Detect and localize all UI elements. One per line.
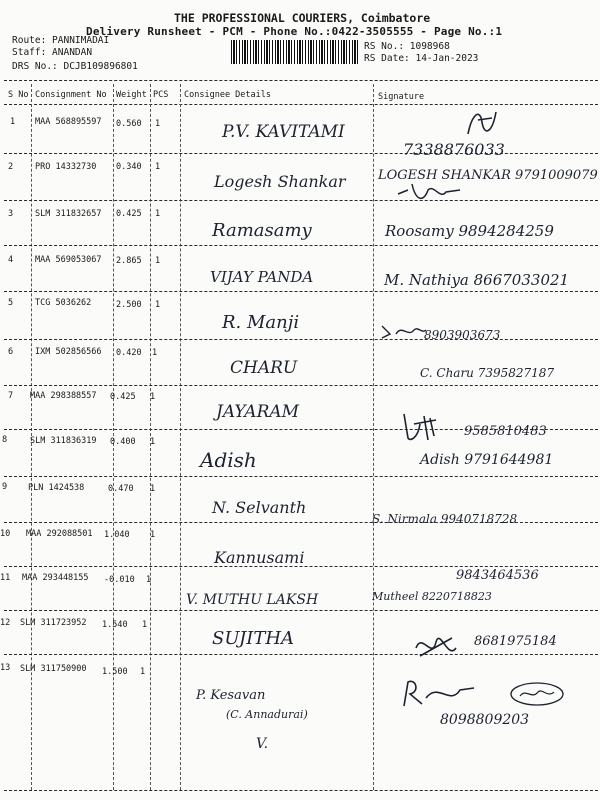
row-consignment: SLM 311750900 xyxy=(20,664,87,674)
row-divider xyxy=(4,610,598,611)
row-sno: 10 xyxy=(0,529,11,539)
row-sno: 11 xyxy=(0,573,11,583)
row-weight: 2.500 xyxy=(116,300,142,310)
extra-consignee-handwriting-line2: (C. Annadurai) xyxy=(226,708,308,721)
col-pcs: PCS xyxy=(153,90,169,100)
row-pcs: 1 xyxy=(150,437,156,447)
row-signature-handwriting: Mutheel 8220718823 xyxy=(372,590,492,603)
row-pcs: 1 xyxy=(146,575,152,585)
row-divider xyxy=(4,339,598,340)
row-sno: 6 xyxy=(8,347,14,357)
signature-scribble xyxy=(462,104,502,140)
row-consignee-handwriting: V. MUTHU LAKSH xyxy=(186,592,319,608)
row-sno: 7 xyxy=(8,391,14,401)
drs-number: DRS No.: DCJB109896801 xyxy=(12,61,138,72)
row-divider xyxy=(4,291,598,292)
row-weight: 0.470 xyxy=(108,484,134,494)
rs-date: RS Date: 14-Jan-2023 xyxy=(364,53,479,64)
row-consignment: TCG 5036262 xyxy=(35,298,92,308)
row-consignee-handwriting: VIJAY PANDA xyxy=(210,268,314,286)
row-consignment: MAA 293448155 xyxy=(22,573,89,583)
route-label: Route: PANNIMADAI xyxy=(12,35,110,46)
row-divider xyxy=(4,385,598,386)
row-divider xyxy=(4,245,598,246)
row-consignee-handwriting: Kannusami xyxy=(214,548,305,567)
row-pcs: 1 xyxy=(140,667,146,677)
row-sno: 8 xyxy=(2,435,8,445)
extra-consignee-handwriting: P. Kesavan xyxy=(196,688,266,703)
company-title: THE PROFESSIONAL COURIERS, Coimbatore xyxy=(174,11,431,25)
row-sno: 2 xyxy=(8,162,14,172)
row-weight: 1.540 xyxy=(102,620,128,630)
col-weight: Weight xyxy=(116,90,147,100)
runsheet-subtitle: Delivery Runsheet - PCM - Phone No.:0422-3505555 - Page No.:1 xyxy=(86,25,503,38)
row-divider xyxy=(4,476,598,477)
extra-signature-handwriting: 8098809203 xyxy=(440,712,530,728)
row-weight: 0.420 xyxy=(116,348,142,358)
row-sno: 9 xyxy=(2,482,8,492)
row-pcs: 1 xyxy=(155,119,161,129)
row-pcs: 1 xyxy=(150,392,156,402)
row-consignment: PRO 14332730 xyxy=(35,162,97,172)
row-pcs: 1 xyxy=(155,209,161,219)
col-signature: Signature xyxy=(378,92,425,102)
row-consignment: SLM 311832657 xyxy=(35,209,102,219)
signature-scribble xyxy=(378,318,428,344)
staff-label: Staff: ANANDAN xyxy=(12,47,93,58)
row-signature-handwriting: LOGESH SHANKAR 9791009079 xyxy=(378,168,598,183)
signature-scribble xyxy=(412,630,462,664)
barcode xyxy=(231,40,359,64)
row-consignment: SLM 311836319 xyxy=(30,436,97,446)
row-consignment: MAA 292088501 xyxy=(26,529,93,539)
signature-scribble xyxy=(394,180,464,206)
row-consignment: SLM 311723952 xyxy=(20,618,87,628)
row-consignment: MAA 569053067 xyxy=(35,255,102,265)
row-consignee-handwriting: JAYARAM xyxy=(216,402,300,422)
signature-scribble xyxy=(398,410,442,444)
signature-scribble xyxy=(506,680,568,708)
col-sep-4 xyxy=(180,84,181,790)
col-consignment: Consignment No xyxy=(35,90,107,100)
col-sep-5 xyxy=(373,84,374,790)
row-consignee-handwriting: N. Selvanth xyxy=(212,498,307,517)
row-pcs: 1 xyxy=(142,620,148,630)
row-consignee-handwriting: Ramasamy xyxy=(212,220,312,241)
signature-scribble xyxy=(398,676,478,710)
row-consignee-handwriting: Logesh Shankar xyxy=(214,172,346,191)
row-signature-handwriting: C. Charu 7395827187 xyxy=(420,366,555,380)
row-sno: 4 xyxy=(8,255,14,265)
col-consignee: Consignee Details xyxy=(184,90,271,100)
row-consignee-handwriting: P.V. KAVITAMI xyxy=(222,122,345,142)
row-sno: 13 xyxy=(0,663,11,673)
rs-number: RS No.: 1098968 xyxy=(364,41,450,52)
row-weight: 1.500 xyxy=(102,667,128,677)
row-consignee-handwriting: SUJITHA xyxy=(212,628,295,649)
col-sno: S No xyxy=(8,90,29,100)
row-sno: 12 xyxy=(0,618,11,628)
row-weight: 0.400 xyxy=(110,437,136,447)
row-weight: 1.040 xyxy=(104,530,130,540)
row-pcs: 1 xyxy=(150,484,156,494)
row-pcs: 1 xyxy=(152,348,158,358)
row-signature-handwriting: 9585810483 xyxy=(464,424,547,439)
row-weight: 0.340 xyxy=(116,162,142,172)
row-divider xyxy=(4,654,598,655)
row-weight: 0.425 xyxy=(116,209,142,219)
row-pcs: 1 xyxy=(155,256,161,266)
row-divider xyxy=(4,200,598,201)
row-consignee-handwriting: R. Manji xyxy=(222,312,300,333)
row-weight: 0.560 xyxy=(116,119,142,129)
row-signature-handwriting: Adish 9791644981 xyxy=(420,452,554,468)
row-weight: 2.865 xyxy=(116,256,142,266)
footer-mark: V. xyxy=(256,736,269,752)
row-consignee-handwriting: Adish xyxy=(200,448,257,472)
row-pcs: 1 xyxy=(150,530,156,540)
row-signature-handwriting: Roosamy 9894284259 xyxy=(385,222,554,240)
row-consignment: MAA 568895597 xyxy=(35,117,102,127)
row-sno: 3 xyxy=(8,209,14,219)
row-consignee-handwriting: CHARU xyxy=(230,358,298,378)
row-pcs: 1 xyxy=(155,162,161,172)
row-sno: 1 xyxy=(10,117,16,127)
row-weight: -0.010 xyxy=(104,575,135,585)
header-divider-top xyxy=(4,80,598,81)
row-signature-handwriting: 8903903673 xyxy=(424,328,501,342)
row-divider xyxy=(4,153,598,154)
row-consignment: MAA 298388557 xyxy=(30,391,97,401)
row-signature-handwriting: S. Nirmala 9940718728 xyxy=(372,512,518,526)
row-divider xyxy=(4,790,598,791)
row-signature-handwriting: M. Nathiya 8667033021 xyxy=(384,271,570,289)
row-pcs: 1 xyxy=(155,300,161,310)
row-signature-handwriting: 9843464536 xyxy=(456,568,539,583)
row-consignment: IXM 502856566 xyxy=(35,347,102,357)
row-sno: 5 xyxy=(8,298,14,308)
row-signature-handwriting: 8681975184 xyxy=(474,634,557,649)
row-consignment: PLN 1424538 xyxy=(28,483,85,493)
row-weight: 0.425 xyxy=(110,392,136,402)
header-divider-bottom xyxy=(4,104,598,105)
row-signature-handwriting: 7338876033 xyxy=(403,140,505,159)
